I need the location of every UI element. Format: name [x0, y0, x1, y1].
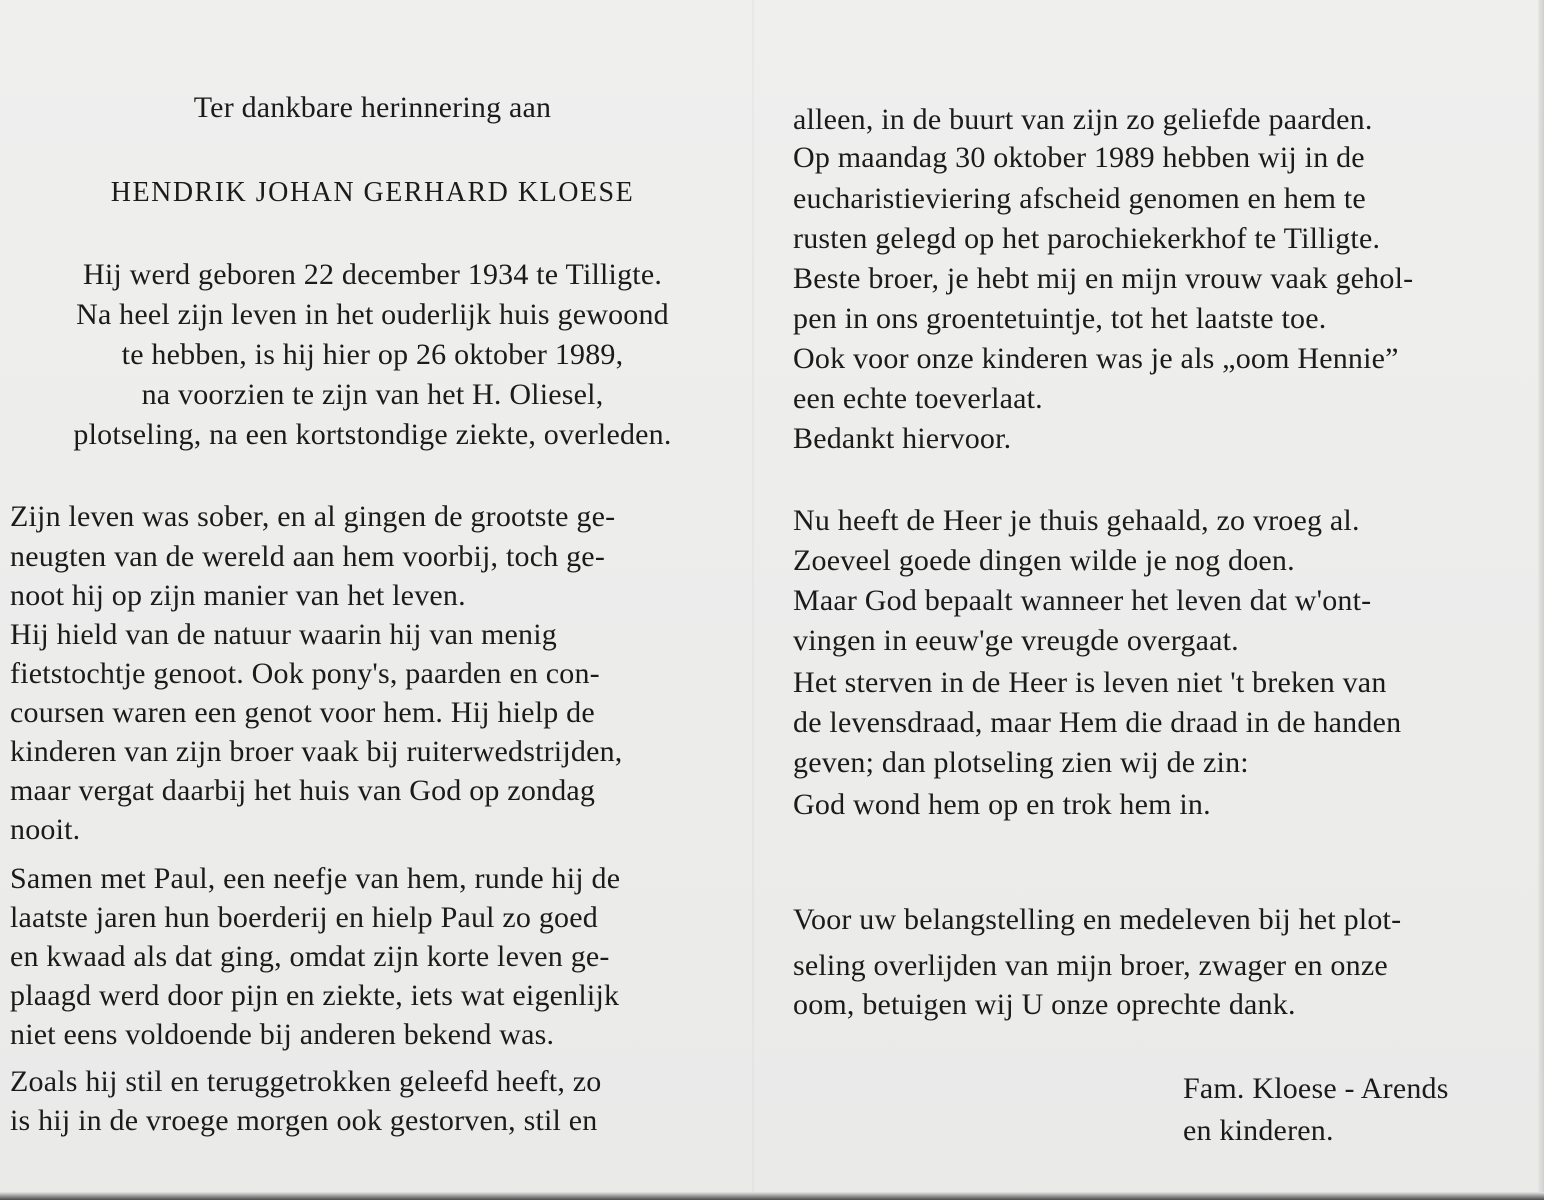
- body-line: nooit.: [10, 813, 81, 846]
- body-line: maar vergat daarbij het huis van God op zondag: [10, 774, 596, 807]
- deceased-name: HENDRIK JOHAN GERHARD KLOESE: [110, 177, 635, 208]
- card-fold-line: [752, 0, 754, 1200]
- body-line: Samen met Paul, een neefje van hem, runde hij de: [10, 862, 621, 895]
- birth-line: na voorzien te zijn van het H. Oliesel,: [141, 378, 604, 411]
- body-line: Ook voor onze kinderen was je als „oom Hennie”: [793, 342, 1399, 375]
- thanks-line: seling overlijden van mijn broer, zwager en onze: [793, 949, 1388, 982]
- body-line: noot hij op zijn manier van het leven.: [10, 579, 466, 612]
- signature-line: Fam. Kloese - Arends: [1183, 1072, 1449, 1105]
- signature-line: en kinderen.: [1183, 1114, 1334, 1147]
- body-line: is hij in de vroege morgen ook gestorven, stil en: [10, 1104, 598, 1137]
- poem-line: Nu heeft de Heer je thuis gehaald, zo vroeg al.: [793, 504, 1360, 537]
- body-line: laatste jaren hun boerderij en hielp Paul zo goed: [10, 901, 598, 934]
- body-line: fietstochtje genoot. Ook pony's, paarden en con-: [10, 657, 600, 690]
- birth-line: te hebben, is hij hier op 26 oktober 1989,: [121, 338, 624, 371]
- body-line: Op maandag 30 oktober 1989 hebben wij in de: [793, 141, 1365, 174]
- body-line: Bedankt hiervoor.: [793, 422, 1012, 455]
- intro-line: Ter dankbare herinnering aan: [193, 91, 552, 124]
- body-line: plaagd werd door pijn en ziekte, iets wat eigenlijk: [10, 979, 620, 1012]
- body-line: rusten gelegd op het parochiekerkhof te Tilligte.: [793, 222, 1381, 255]
- body-line: Beste broer, je hebt mij en mijn vrouw vaak gehol-: [793, 262, 1414, 295]
- body-line: Zijn leven was sober, en al gingen de grootste ge-: [10, 500, 616, 533]
- body-line: Zoals hij stil en teruggetrokken geleefd heeft, zo: [10, 1065, 602, 1098]
- poem-line: Het sterven in de Heer is leven niet 't breken van: [793, 666, 1387, 699]
- thanks-line: oom, betuigen wij U onze oprechte dank.: [793, 988, 1296, 1021]
- birth-line: Na heel zijn leven in het ouderlijk huis gewoond: [76, 298, 669, 331]
- body-line: niet eens voldoende bij anderen bekend was.: [10, 1018, 555, 1051]
- poem-line: God wond hem op en trok hem in.: [793, 788, 1211, 821]
- card-right-edge: [1538, 0, 1544, 1200]
- body-line: kinderen van zijn broer vaak bij ruiterwedstrijden,: [10, 735, 623, 768]
- body-line: pen in ons groentetuintje, tot het laatste toe.: [793, 302, 1327, 335]
- poem-line: vingen in eeuw'ge vreugde overgaat.: [793, 624, 1239, 657]
- poem-line: Zoeveel goede dingen wilde je nog doen.: [793, 544, 1295, 577]
- body-line: alleen, in de buurt van zijn zo geliefde paarden.: [793, 103, 1373, 136]
- body-line: eucharistieviering afscheid genomen en hem te: [793, 182, 1366, 215]
- thanks-line: Voor uw belangstelling en medeleven bij het plot-: [793, 903, 1402, 936]
- body-line: Hij hield van de natuur waarin hij van menig: [10, 618, 557, 651]
- card-bottom-edge: [0, 1192, 1544, 1200]
- poem-line: de levensdraad, maar Hem die draad in de handen: [793, 706, 1402, 739]
- birth-line: plotseling, na een kortstondige ziekte, overleden.: [73, 418, 672, 451]
- body-line: en kwaad als dat ging, omdat zijn korte leven ge-: [10, 940, 610, 973]
- body-line: coursen waren een genot voor hem. Hij hielp de: [10, 696, 595, 729]
- birth-line: Hij werd geboren 22 december 1934 te Tilligte.: [82, 258, 663, 291]
- body-line: een echte toeverlaat.: [793, 382, 1043, 415]
- poem-line: Maar God bepaalt wanneer het leven dat w'ont-: [793, 584, 1372, 617]
- body-line: neugten van de wereld aan hem voorbij, toch ge-: [10, 540, 606, 573]
- poem-line: geven; dan plotseling zien wij de zin:: [793, 746, 1249, 779]
